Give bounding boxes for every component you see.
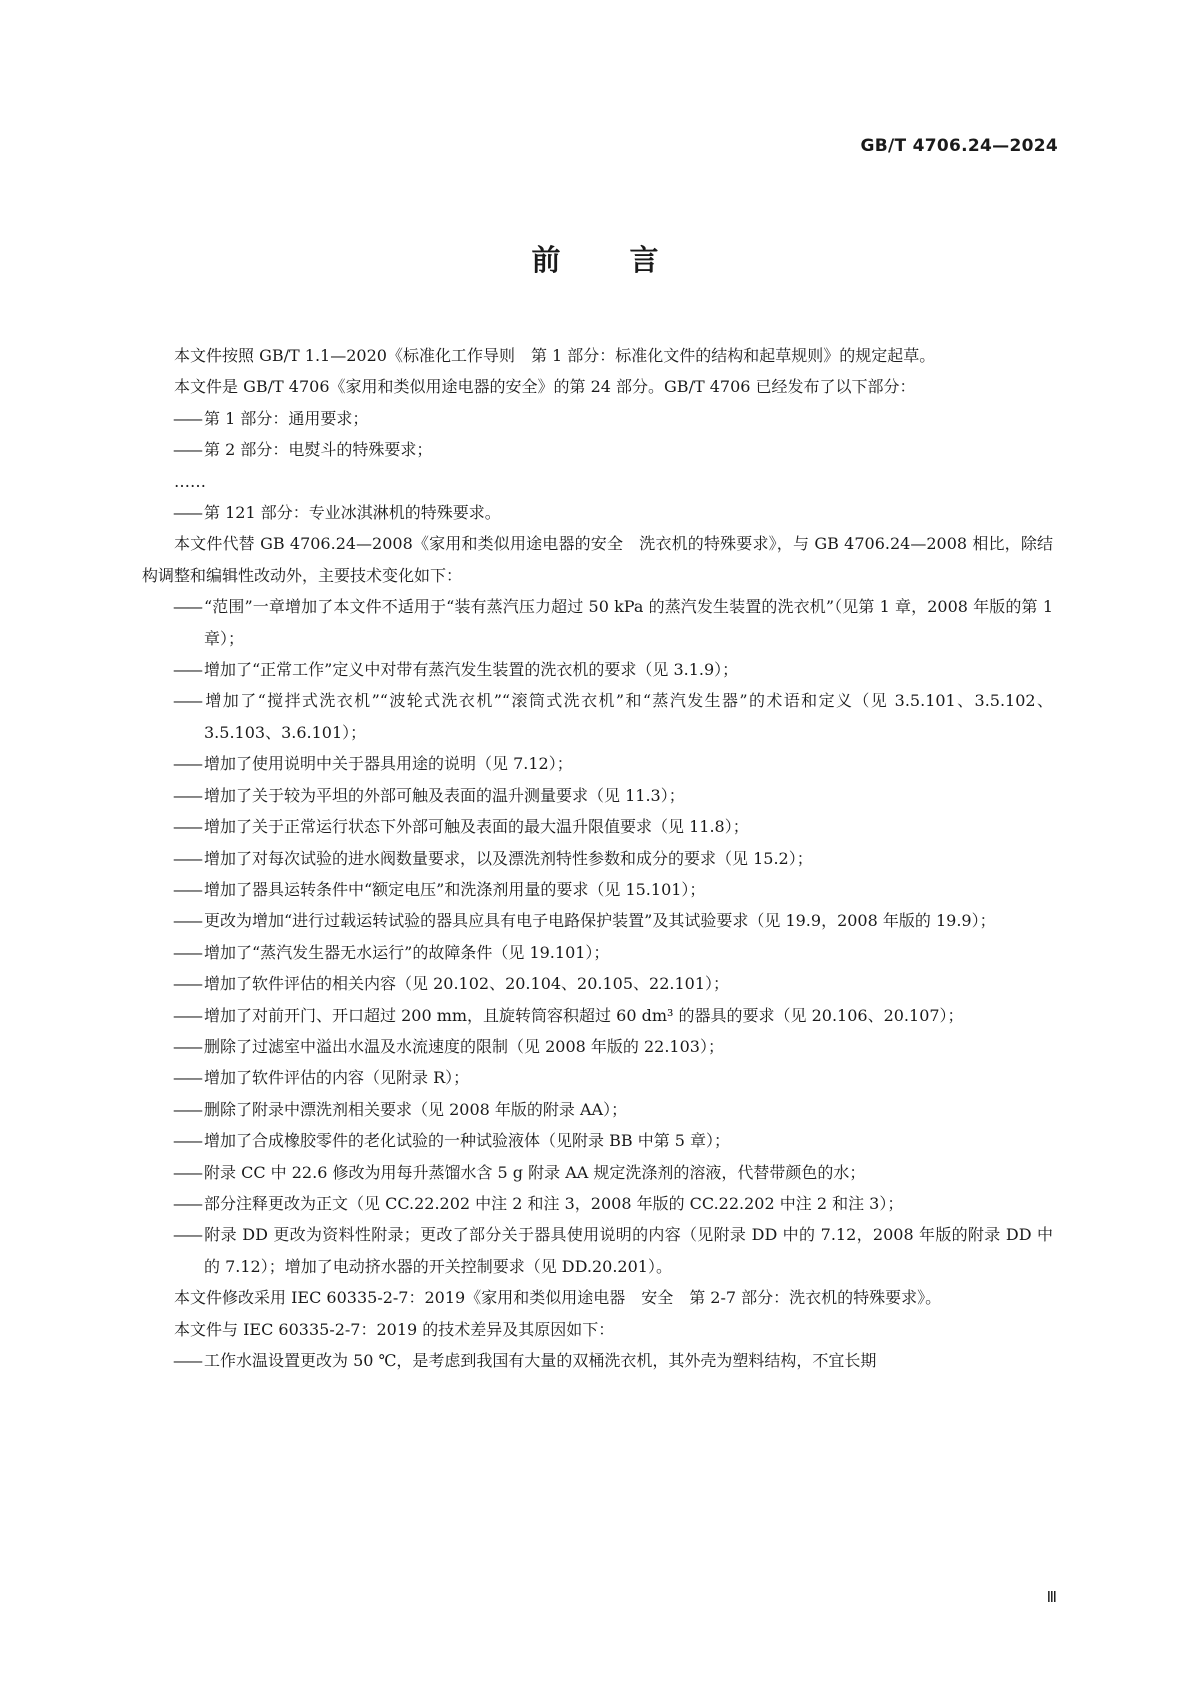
dash-mark: ——: [173, 817, 201, 837]
change-item: [142, 811, 1053, 842]
change-item: [142, 1000, 1053, 1031]
dash-mark: ——: [173, 597, 201, 617]
document-body: [142, 340, 1053, 1376]
change-text: 增加了器具运转条件中“额定电压”和洗涤剂用量的要求（见 15.101）；: [204, 879, 706, 899]
change-item: [142, 937, 1053, 968]
difference-item: [142, 1345, 1053, 1376]
dash-mark: ——: [173, 1225, 201, 1245]
change-item: [142, 1031, 1053, 1062]
page-number: Ⅲ: [1046, 1588, 1057, 1606]
paragraph-drafting-basis: 本文件按照 GB/T 1.1—2020《标准化工作导则 第 1 部分：标准化文件的结构和起草规则》的规定起草。: [174, 346, 936, 365]
paragraph-replacement: 本文件代替 GB 4706.24—2008《家用和类似用途电器的安全 洗衣机的特殊要求》，与 GB 4706.24—2008 相比，除结构调整和编辑性改动外，主要技术变化如下：: [142, 534, 1053, 585]
list-item-text: 第 121 部分：专业冰淇淋机的特殊要求。: [204, 503, 501, 523]
change-text: 增加了软件评估的内容（见附录 R）；: [204, 1068, 470, 1088]
change-text: 增加了对前开门、开口超过 200 mm，且旋转筒容积超过 60 dm³ 的器具的要求（见 20.106、20.107）；: [204, 1005, 964, 1025]
dash-mark: ——: [173, 503, 201, 523]
change-text: 附录 DD 更改为资料性附录；更改了部分关于器具使用说明的内容（见附录 DD 中的 7.12，2008 年版的附录 DD 中的 7.12）；增加了电动挤水器的开关控制要求（见 DD.20.201）。: [204, 1225, 1053, 1276]
change-item: [142, 1219, 1053, 1282]
dash-mark: ——: [173, 1068, 201, 1088]
title-char-1: 前: [531, 243, 562, 277]
change-item: [142, 654, 1053, 685]
change-text: 增加了“蒸汽发生器无水运行”的故障条件（见 19.101）；: [204, 942, 610, 962]
change-item: [142, 1188, 1053, 1219]
dash-mark: ——: [173, 879, 201, 899]
change-text: “范围”一章增加了本文件不适用于“装有蒸汽压力超过 50 kPa 的蒸汽发生装置的洗衣机”（见第 1 章，2008 年版的第 1 章）；: [204, 597, 1053, 648]
difference-text: 工作水温设置更改为 50 ℃，是考虑到我国有大量的双桶洗衣机，其外壳为塑料结构，不宜长期: [204, 1351, 877, 1370]
change-item: [142, 780, 1053, 811]
change-item: [142, 1094, 1053, 1125]
list-item-text: 第 1 部分：通用要求；: [204, 408, 369, 428]
standard-code: GB/T 4706.24—2024: [860, 136, 1058, 156]
dash-mark: ——: [173, 1036, 201, 1056]
list-item: [142, 403, 1053, 434]
dash-mark: ——: [173, 974, 201, 994]
dash-mark: ——: [173, 942, 201, 962]
list-item-text: 第 2 部分：电熨斗的特殊要求；: [204, 440, 433, 460]
change-item: [142, 1125, 1053, 1156]
dash-mark: ——: [173, 1351, 201, 1370]
dash-mark: ——: [173, 440, 201, 460]
list-item: [142, 434, 1053, 465]
change-item: [142, 874, 1053, 905]
change-text: 增加了“正常工作”定义中对带有蒸汽发生装置的洗衣机的要求（见 3.1.9）；: [204, 660, 739, 680]
change-text: 附录 CC 中 22.6 修改为用每升蒸馏水含 5 g 附录 AA 规定洗涤剂的溶液，代替带颜色的水；: [204, 1162, 866, 1182]
dash-mark: ——: [173, 1005, 201, 1025]
dash-mark: ——: [173, 754, 201, 774]
dash-mark: ——: [173, 1162, 201, 1182]
change-text: 增加了关于正常运行状态下外部可触及表面的最大温升限值要求（见 11.8）；: [204, 817, 749, 837]
list-ellipsis: ……: [174, 471, 206, 491]
dash-mark: ——: [173, 691, 201, 711]
change-item: [142, 905, 1053, 936]
change-item: [142, 843, 1053, 874]
list-item: [142, 497, 1053, 528]
change-item: [142, 1062, 1053, 1093]
dash-mark: ——: [173, 848, 201, 868]
change-text: 部分注释更改为正文（见 CC.22.202 中注 2 和注 3，2008 年版的 CC.22.202 中注 2 和注 3）；: [204, 1193, 904, 1213]
page-title: [0, 238, 1191, 279]
change-text: 更改为增加“进行过载运转试验的器具应具有电子电路保护装置”及其试验要求（见 19.9，2008 年版的 19.9）；: [204, 911, 996, 931]
change-text: 增加了软件评估的相关内容（见 20.102、20.104、20.105、22.101）；: [204, 974, 730, 994]
change-item: [142, 968, 1053, 999]
dash-mark: ——: [173, 1131, 201, 1151]
change-item: [142, 591, 1053, 654]
paragraph-adoption: 本文件修改采用 IEC 60335-2-7：2019《家用和类似用途电器 安全 第 2-7 部分：洗衣机的特殊要求》。: [174, 1288, 942, 1308]
change-text: 增加了使用说明中关于器具用途的说明（见 7.12）；: [204, 754, 573, 774]
change-text: 删除了过滤室中溢出水温及水流速度的限制（见 2008 年版的 22.103）；: [204, 1036, 724, 1056]
paragraph-differences: 本文件与 IEC 60335-2-7：2019 的技术差异及其原因如下：: [174, 1319, 615, 1339]
change-text: 增加了对每次试验的进水阀数量要求，以及漂洗剂特性参数和成分的要求（见 15.2）；: [204, 848, 813, 868]
change-text: 增加了合成橡胶零件的老化试验的一种试验液体（见附录 BB 中第 5 章）；: [204, 1131, 731, 1151]
change-item: [142, 1157, 1053, 1188]
dash-mark: ——: [173, 785, 201, 805]
change-text: 增加了关于较为平坦的外部可触及表面的温升测量要求（见 11.3）；: [204, 785, 685, 805]
dash-mark: ——: [173, 660, 201, 680]
dash-mark: ——: [173, 1099, 201, 1119]
change-text: 增加了“搅拌式洗衣机”“波轮式洗衣机”“滚筒式洗衣机”和“蒸汽发生器”的术语和定义（见 3.5.101、3.5.102、3.5.103、3.6.101）；: [204, 691, 1053, 742]
dash-mark: ——: [173, 911, 201, 931]
paragraph-series-intro: 本文件是 GB/T 4706《家用和类似用途电器的安全》的第 24 部分。GB/T 4706 已经发布了以下部分：: [174, 377, 916, 397]
dash-mark: ——: [173, 1193, 201, 1213]
change-text: 删除了附录中漂洗剂相关要求（见 2008 年版的附录 AA）；: [204, 1099, 628, 1119]
change-item: [142, 748, 1053, 779]
change-item: [142, 685, 1053, 748]
title-char-2: 言: [629, 243, 660, 277]
dash-mark: ——: [173, 408, 201, 428]
